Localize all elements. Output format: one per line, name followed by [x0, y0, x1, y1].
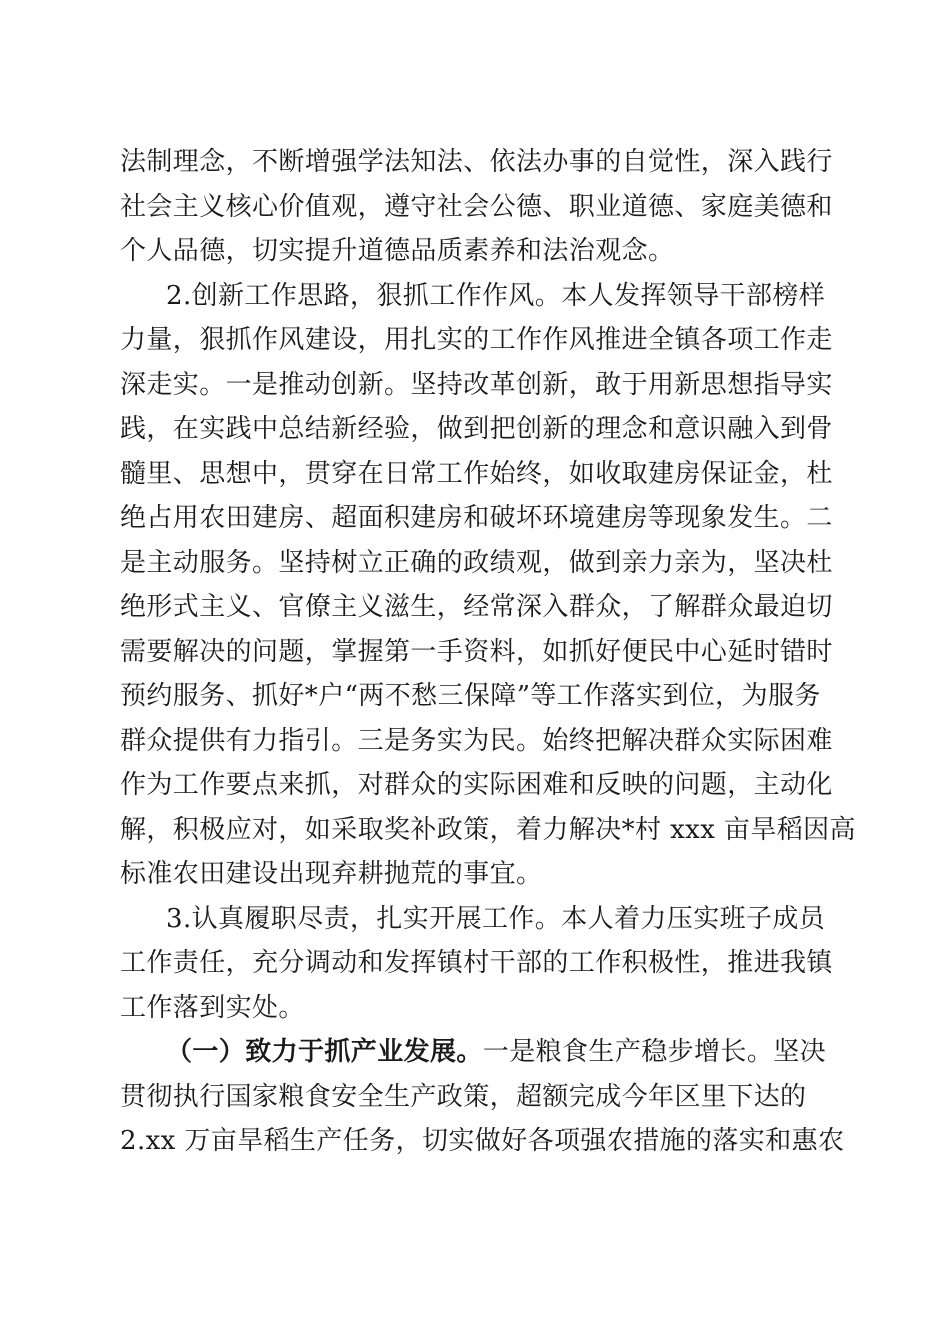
text-line: 预约服务、抓好*户“两不愁三保障”等工作落实到位，为服务	[120, 681, 821, 711]
section-heading: （一）致力于抓产业发展。	[166, 1037, 483, 1067]
text-line: 践，在实践中总结新经验，做到把创新的理念和意识融入到骨	[120, 414, 833, 444]
text-line: 解，积极应对，如采取奖补政策，着力解决*村 xxx 亩旱稻因高	[120, 814, 856, 845]
text-line: 需要解决的问题，掌握第一手资料，如抓好便民中心延时错时	[120, 636, 833, 667]
text-line: 社会主义核心价值观，遵守社会公德、职业道德、家庭美德和	[120, 191, 833, 222]
heading-followup-text: 一是粮食生产稳步增长。坚决	[482, 1037, 827, 1067]
text-line: 工作落到实处。	[120, 992, 305, 1023]
paragraph-first-line: 3.认真履职尽责，扎实开展工作。本人着力压实班子成员	[166, 903, 826, 934]
text-line: 绝形式主义、官僚主义滋生，经常深入群众，了解群众最迫切	[120, 592, 833, 622]
text-line: 工作责任，充分调动和发挥镇村干部的工作积极性，推进我镇	[120, 948, 833, 978]
section-heading-line	[120, 1030, 832, 1075]
text-line: 是主动服务。坚持树立正确的政绩观，做到亲力亲为，坚决杜	[120, 547, 833, 578]
text-line: 髓里、思想中，贯穿在日常工作始终，如收取建房保证金，杜	[120, 458, 833, 489]
text-line: 2.xx 万亩旱稻生产任务，切实做好各项强农措施的落实和惠农	[120, 1126, 845, 1156]
text-line: 贯彻执行国家粮食安全生产政策，超额完成今年区里下达的	[120, 1081, 807, 1112]
text-line: 个人品德，切实提升道德品质素养和法治观念。	[120, 236, 675, 266]
text-line: 力量，狠抓作风建设，用扎实的工作作风推进全镇各项工作走	[120, 325, 833, 355]
text-line: 作为工作要点来抓，对群众的实际困难和反映的问题，主动化	[120, 770, 833, 800]
document-body	[120, 140, 856, 1164]
text-line: 深走实。一是推动创新。坚持改革创新，敢于用新思想指导实	[120, 369, 833, 400]
text-line: 群众提供有力指引。三是务实为民。始终把解决群众实际困难	[120, 725, 833, 756]
text-line: 绝占用农田建房、超面积建房和破坏环境建房等现象发生。二	[120, 503, 833, 533]
paragraph-first-line: 2.创新工作思路，狠抓工作作风。本人发挥领导干部榜样	[166, 280, 826, 311]
text-line: 法制理念，不断增强学法知法、依法办事的自觉性，深入践行	[120, 147, 833, 177]
text-line: 标准农田建设出现弃耕抛荒的事宜。	[120, 859, 543, 889]
